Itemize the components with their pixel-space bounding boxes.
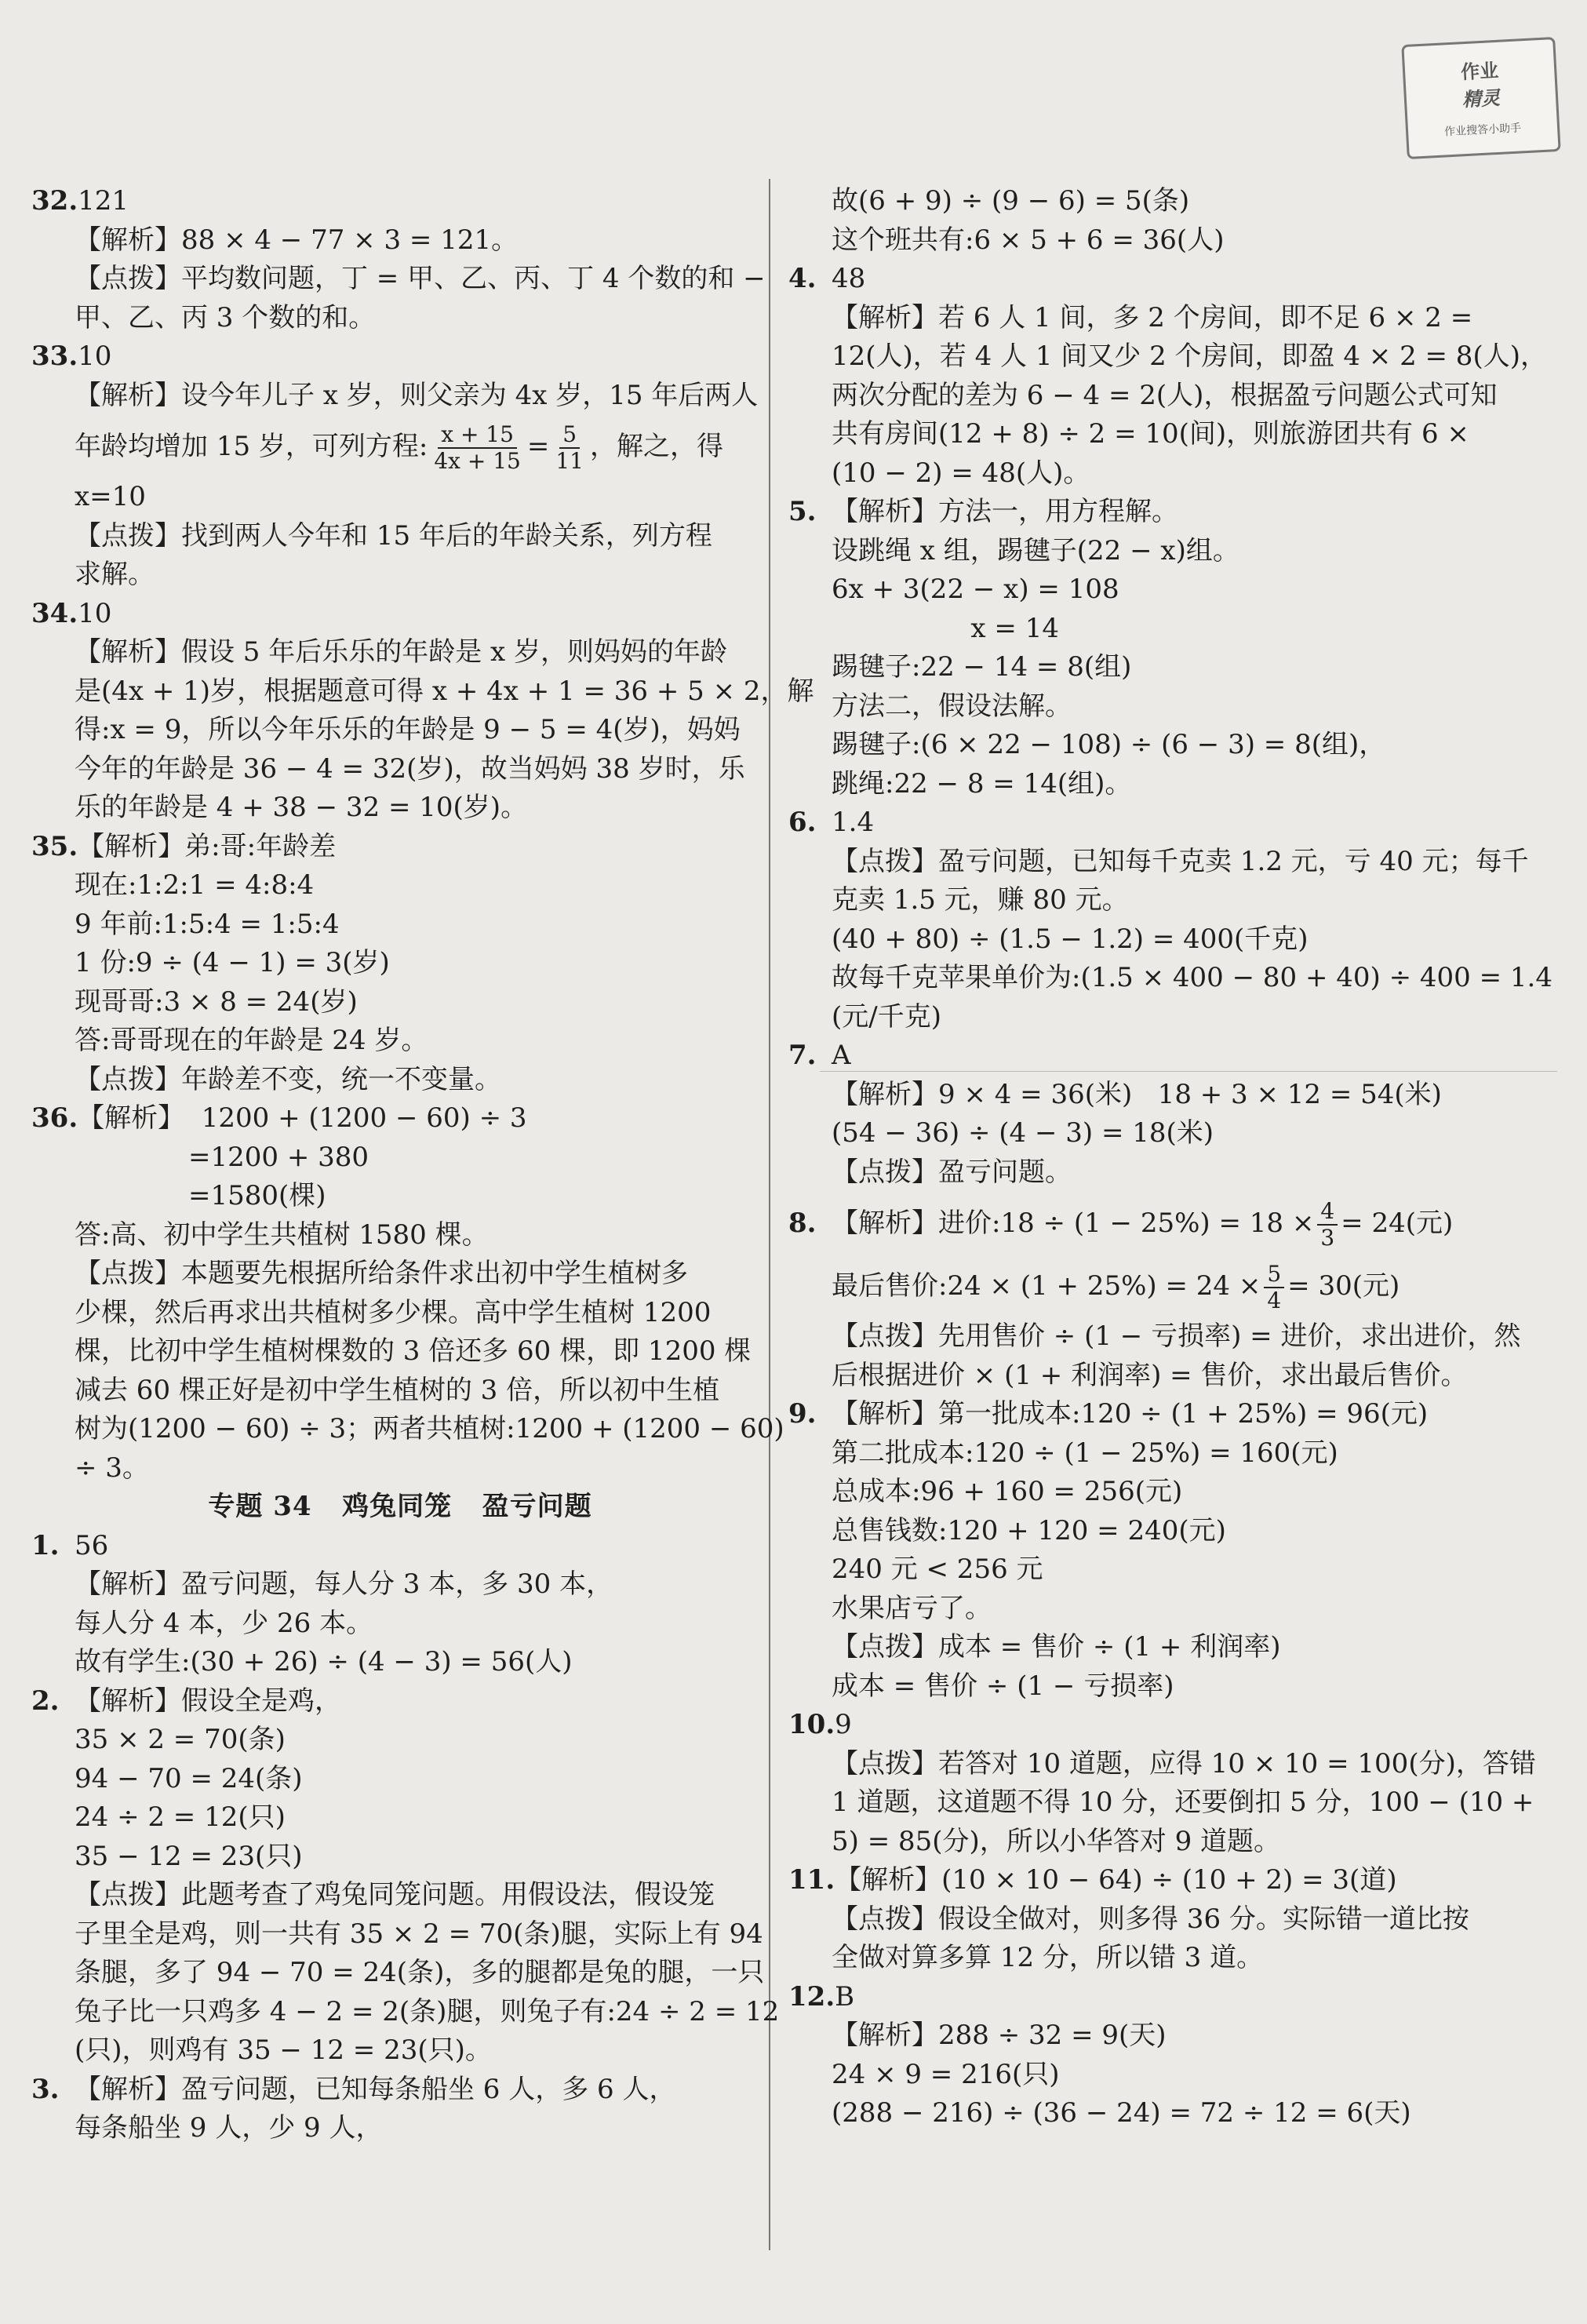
line-text: 10	[78, 597, 112, 629]
line-text: 现在:1:2:1 = 4:8:4	[75, 869, 315, 901]
text-line	[31, 182, 753, 221]
line-text: 兔子比一只鸡多 4 − 2 = 2(条)腿，则兔子有:24 ÷ 2 = 12	[75, 1995, 780, 2027]
fraction	[431, 422, 524, 474]
line-text: 子里全是鸡，则一共有 35 × 2 = 70(条)腿，实际上有 94	[75, 1918, 763, 1950]
text-line	[788, 1667, 1510, 1707]
question-number: 35.	[31, 830, 78, 862]
text-line	[31, 260, 766, 299]
line-text: 6x + 3(22 − x) = 108	[832, 574, 1119, 605]
line-text: 5) = 85(分)，所以小华答对 9 道题。	[832, 1825, 1281, 1857]
line-text: 1 道题，这道题不得 10 分，还要倒扣 5 分，100 − (10 +	[832, 1787, 1534, 1818]
line-text: 56	[75, 1529, 109, 1561]
line-text: 94 − 70 = 24(条)	[75, 1762, 303, 1794]
line-text: 24 ÷ 2 = 12(只)	[75, 1801, 286, 1833]
line-text: 踢毽子:(6 × 22 − 108) ÷ (6 − 3) = 8(组)，	[832, 729, 1386, 760]
text-line	[788, 1357, 1510, 1396]
text-line	[788, 1900, 1510, 1940]
line-text: 乐的年龄是 4 + 38 − 32 = 10(岁)。	[75, 792, 528, 823]
line-text: =1200 + 380	[188, 1141, 369, 1173]
line-text: 每人分 4 本，少 26 本。	[75, 1607, 373, 1639]
text-line	[31, 1061, 753, 1100]
text-line	[31, 299, 753, 338]
line-text: 【点拨】先用售价 ÷ (1 − 亏损率) = 进价，求出进价，然	[832, 1320, 1521, 1352]
text-line	[31, 1682, 753, 1721]
line-text: 减去 60 棵正好是初中学生植树的 3 倍，所以初中生植	[75, 1374, 720, 1406]
line-text: 少棵，然后再求出共植树多少棵。高中学生植树 1200	[75, 1296, 712, 1328]
text-line	[31, 711, 753, 750]
line-text: 树为(1200 − 60) ÷ 3；两者共植树:1200 + (1200 − 60)	[75, 1413, 784, 1444]
line-text: x=10	[75, 481, 146, 512]
text-line	[31, 1760, 753, 1799]
text-line	[788, 260, 1510, 299]
text-line	[31, 866, 753, 905]
text-line	[788, 1153, 1510, 1193]
line-text: 共有房间(12 + 8) ÷ 2 = 10(间)，则旅游团共有 6 ×	[832, 418, 1469, 450]
line-text: 121	[78, 185, 129, 217]
line-text: 9 年前:1:5:4 = 1:5:4	[75, 908, 340, 940]
text-line	[788, 881, 1510, 920]
line-text: 【点拨】若答对 10 道题，应得 10 × 10 = 100(分)，答错	[832, 1747, 1536, 1779]
numerator: 5	[559, 422, 580, 449]
text-line	[31, 750, 753, 789]
line-text: 【解析】88 × 4 − 77 × 3 = 121。	[75, 224, 519, 256]
denominator: 4x + 15	[434, 448, 521, 474]
text-line	[788, 1036, 1510, 1076]
line-text: 【解析】设今年儿子 x 岁，则父亲为 4x 岁，15 年后两人	[75, 379, 759, 411]
text-line	[31, 595, 753, 634]
line-text: 是(4x + 1)岁，根据题意可得 x + 4x + 1 = 36 + 5 × 2，解	[75, 675, 814, 707]
line-text: 棵，比初中学生植树棵数的 3 倍还多 60 棵，即 1200 棵	[75, 1335, 752, 1367]
text-line	[788, 1706, 1510, 1745]
text-line	[788, 998, 1510, 1037]
text-line	[31, 1838, 753, 1877]
question-number: 5.	[788, 496, 817, 527]
line-text: 【点拨】假设全做对，则多得 36 分。实际错一道比按	[832, 1903, 1469, 1935]
text-line	[31, 1643, 753, 1682]
question-number: 6.	[788, 807, 817, 838]
text-line	[788, 299, 1510, 338]
text-line	[31, 2031, 753, 2071]
text-line	[31, 789, 753, 828]
line-text: 【解析】假设 5 年后乐乐的年龄是 x 岁，则妈妈的年龄	[75, 636, 728, 668]
line-text: 240 元 < 256 元	[832, 1554, 1043, 1585]
text-line	[31, 1721, 753, 1760]
line-text: 【点拨】平均数问题，丁 = 甲、乙、丙、丁 4 个数的和 −	[75, 263, 766, 294]
text-line	[31, 1332, 753, 1371]
question-number: 32.	[31, 185, 78, 217]
text-line	[31, 1798, 753, 1838]
text-line	[31, 633, 753, 672]
line-text: 24 × 9 = 216(只)	[832, 2058, 1060, 2090]
text-line	[31, 1410, 784, 1449]
equation-line	[788, 1255, 1510, 1317]
text-line	[31, 1449, 753, 1488]
text-line	[788, 610, 1510, 649]
line-text: 9	[835, 1709, 852, 1740]
line-text: (只)，则鸡有 35 − 12 = 23(只)。	[75, 2034, 492, 2066]
line-text: (288 − 216) ÷ (36 − 24) = 72 ÷ 12 = 6(天)	[832, 2097, 1411, 2129]
line-text: 克卖 1.5 元，赚 80 元。	[832, 884, 1129, 916]
line-text: 【解析】第一批成本:120 ÷ (1 + 25%) = 96(元)	[832, 1398, 1429, 1430]
text-line	[31, 377, 759, 416]
line-text: 48	[832, 263, 866, 294]
line-text: A	[832, 1040, 851, 1071]
text-line	[788, 1512, 1510, 1551]
line-text: 第二批成本:120 ÷ (1 − 25%) = 160(元)	[832, 1437, 1338, 1469]
question-number: 10.	[788, 1709, 835, 1740]
fraction	[1317, 1199, 1338, 1251]
text-line	[788, 803, 1510, 843]
text-line	[31, 1022, 753, 1061]
text-line	[31, 1527, 753, 1566]
line-text: 甲、乙、丙 3 个数的和。	[75, 301, 376, 333]
text-line	[788, 182, 1510, 221]
line-text: 总售钱数:120 + 120 = 240(元)	[832, 1514, 1226, 1546]
text-line	[788, 1978, 1510, 2017]
line-text: 【解析】盈亏问题，已知每条船坐 6 人，多 6 人，	[75, 2073, 676, 2105]
text-line	[31, 905, 753, 945]
text-line	[31, 2109, 753, 2148]
text-line	[788, 377, 1510, 416]
text-line	[788, 648, 1510, 687]
question-number: 11.	[788, 1864, 835, 1896]
text-line	[788, 920, 1510, 960]
text-line	[788, 1590, 1510, 1629]
line-text: 水果店亏了。	[832, 1592, 992, 1624]
text-line	[788, 1783, 1534, 1823]
text-line	[31, 1255, 753, 1294]
text-line	[31, 828, 753, 867]
stamp-line-1: 作业	[1460, 58, 1499, 84]
denominator: 4	[1267, 1288, 1282, 1313]
line-text: 条腿，多了 94 − 70 = 24(条)，多的腿都是兔的腿，一只	[75, 1957, 765, 1988]
question-number: 8.	[788, 1208, 817, 1239]
line-text: (10 − 2) = 48(人)。	[832, 457, 1090, 489]
text-line	[31, 1993, 780, 2032]
fraction	[1264, 1262, 1284, 1313]
text-line	[31, 221, 753, 260]
line-text: 故每千克苹果单价为:(1.5 × 400 − 80 + 40) ÷ 400 = 1.4	[832, 962, 1552, 993]
text-line	[31, 1565, 753, 1605]
line-text: 【点拨】成本 = 售价 ÷ (1 + 利润率)	[832, 1631, 1281, 1663]
denominator: 11	[555, 448, 584, 474]
line-text: 35 − 12 = 23(只)	[75, 1840, 303, 1872]
stamp-line-2: 精灵	[1461, 86, 1501, 111]
text-line	[788, 843, 1529, 882]
line-text: ，解之，得	[589, 431, 723, 462]
text-line	[31, 944, 753, 983]
line-text: B	[835, 1980, 855, 2013]
equation-line	[788, 1192, 1510, 1255]
text-line	[31, 672, 814, 712]
text-line	[788, 2056, 1510, 2095]
line-text: (54 − 36) ÷ (4 − 3) = 18(米)	[832, 1117, 1214, 1149]
line-text: 最后售价:24 × (1 + 25%) = 24 ×	[832, 1270, 1261, 1302]
equals: =	[526, 431, 550, 462]
line-text: 【解析】弟:哥:年龄差	[78, 830, 337, 862]
line-text: 成本 = 售价 ÷ (1 − 亏损率)	[832, 1670, 1174, 1702]
line-text: 【解析】进价:18 ÷ (1 − 25%) = 18 ×	[832, 1208, 1315, 1239]
line-text: 【解析】288 ÷ 32 = 9(天)	[832, 2020, 1167, 2051]
line-text: = 24(元)	[1341, 1208, 1454, 1239]
line-text: 现哥哥:3 × 8 = 24(岁)	[75, 985, 358, 1018]
text-line	[31, 1138, 753, 1178]
line-text: 设跳绳 x 组，踢毽子(22 − x)组。	[832, 534, 1239, 566]
equation-line	[31, 415, 753, 478]
question-number: 34.	[31, 597, 78, 629]
line-text: = 30(元)	[1287, 1270, 1400, 1302]
line-text: =1580(棵)	[188, 1180, 326, 1211]
text-line	[31, 1954, 765, 1993]
line-text: 故(6 + 9) ÷ (9 − 6) = 5(条)	[832, 185, 1190, 217]
numerator: x + 15	[438, 422, 517, 449]
text-line	[31, 983, 753, 1022]
text-line	[31, 478, 753, 517]
line-text: 【解析】9 × 4 = 36(米) 18 + 3 × 12 = 54(米)	[832, 1078, 1442, 1110]
line-text: 【点拨】年龄差不变，统一不变量。	[75, 1063, 501, 1095]
line-text: 【点拨】此题考查了鸡兔同笼问题。用假设法，假设笼	[75, 1879, 715, 1911]
text-line	[788, 1317, 1521, 1357]
line-text: (40 + 80) ÷ (1.5 − 1.2) = 400(千克)	[832, 923, 1309, 955]
text-line	[31, 2071, 753, 2110]
section-heading	[31, 1488, 753, 1527]
text-line	[788, 2094, 1510, 2133]
question-number: 2.	[31, 1685, 60, 1717]
line-text: 【点拨】找到两人今年和 15 年后的年龄关系，列方程	[75, 519, 712, 552]
text-line	[788, 454, 1510, 494]
line-text: 这个班共有:6 × 5 + 6 = 36(人)	[832, 224, 1225, 256]
text-line	[788, 1861, 1510, 1900]
line-text: 今年的年龄是 36 − 4 = 32(岁)，故当妈妈 38 岁时，乐	[75, 752, 745, 785]
line-text: 【点拨】盈亏问题。	[832, 1156, 1072, 1188]
text-line	[31, 1605, 753, 1644]
line-text: 每条船坐 9 人，少 9 人，	[75, 2112, 383, 2144]
text-line	[788, 1823, 1510, 1862]
text-line	[788, 493, 1510, 532]
text-line	[788, 726, 1510, 765]
text-line	[788, 1473, 1510, 1512]
line-text: 跳绳:22 − 8 = 14(组)。	[832, 767, 1132, 800]
line-text: 得:x = 9，所以今年乐乐的年龄是 9 − 5 = 4(岁)，妈妈	[75, 714, 741, 745]
question-number: 1.	[31, 1529, 60, 1561]
line-text: 专题 34 鸡兔同笼 盈亏问题	[208, 1491, 592, 1522]
text-line	[31, 1371, 753, 1411]
denominator: 3	[1320, 1225, 1335, 1251]
text-line	[788, 1745, 1536, 1784]
numerator: 5	[1264, 1262, 1284, 1288]
line-text: 答:哥哥现在的年龄是 24 岁。	[75, 1025, 428, 1056]
text-line	[788, 765, 1510, 804]
line-text: 全做对算多算 12 分，所以错 3 道。	[832, 1942, 1264, 1973]
text-line	[31, 556, 753, 595]
line-text: 【解析】假设全是鸡，	[75, 1685, 341, 1717]
text-line	[31, 1294, 753, 1333]
text-line	[31, 1915, 763, 1954]
text-line	[788, 1628, 1510, 1667]
text-line	[788, 221, 1510, 260]
text-line	[788, 1939, 1510, 1978]
question-number: 7.	[788, 1040, 817, 1071]
right-column	[788, 182, 1552, 2133]
text-line	[788, 1395, 1510, 1434]
fraction	[552, 422, 587, 474]
question-number: 3.	[31, 2073, 60, 2105]
text-line	[788, 2016, 1510, 2056]
question-number: 12.	[788, 1980, 835, 2013]
line-text: 故有学生:(30 + 26) ÷ (4 − 3) = 56(人)	[75, 1646, 573, 1677]
line-text: 【解析】盈亏问题，每人分 3 本，多 30 本，	[75, 1568, 613, 1600]
line-text: (元/千克)	[832, 1000, 941, 1033]
text-line	[788, 687, 1510, 727]
line-text: 【解析】(10 × 10 − 64) ÷ (10 + 2) = 3(道)	[835, 1864, 1397, 1896]
text-line	[788, 1114, 1510, 1153]
line-text: 12(人)，若 4 人 1 间又少 2 个房间，即盈 4 × 2 = 8(人)，	[832, 341, 1547, 372]
line-text: 两次分配的差为 6 − 4 = 2(人)，根据盈亏问题公式可知	[832, 379, 1498, 411]
text-line	[788, 1076, 1510, 1115]
line-text: 年龄均增加 15 岁，可列方程:	[75, 431, 428, 462]
text-line	[788, 1434, 1510, 1473]
line-text: ÷ 3。	[75, 1452, 149, 1484]
line-text: 求解。	[75, 559, 155, 590]
text-line	[788, 415, 1510, 454]
text-line	[31, 1876, 753, 1915]
text-line	[788, 532, 1510, 571]
line-text: 1 份:9 ÷ (4 − 1) = 3(岁)	[75, 947, 390, 978]
line-text: 方法二，假设法解。	[832, 690, 1072, 722]
text-line	[788, 570, 1510, 610]
line-text: 【点拨】盈亏问题，已知每千克卖 1.2 元，亏 40 元；每千	[832, 845, 1529, 877]
line-text: 【解析】方法一，用方程解。	[832, 496, 1178, 527]
line-text: 10	[78, 341, 112, 372]
text-line	[788, 959, 1552, 998]
text-line	[31, 517, 753, 556]
text-line	[31, 1099, 753, 1138]
text-line	[31, 337, 753, 377]
line-text: 踢毽子:22 − 14 = 8(组)	[832, 651, 1132, 683]
line-text: 后根据进价 × (1 + 利润率) = 售价，求出最后售价。	[832, 1359, 1468, 1391]
stamp-line-3: 作业搜答小助手	[1443, 122, 1522, 139]
text-line	[31, 1216, 753, 1255]
numerator: 4	[1317, 1199, 1338, 1226]
line-text: 【解析】 1200 + (1200 − 60) ÷ 3	[78, 1102, 527, 1134]
line-text: 【点拨】本题要先根据所给条件求出初中学生植树多	[75, 1258, 688, 1289]
line-text: 1.4	[832, 807, 875, 838]
left-column	[31, 182, 814, 2148]
question-number: 33.	[31, 341, 78, 372]
text-line	[788, 337, 1547, 377]
line-text: 答:高、初中学生共植树 1580 棵。	[75, 1218, 489, 1251]
question-number: 4.	[788, 263, 817, 294]
line-text: x = 14	[945, 612, 1059, 644]
column-divider	[769, 179, 770, 2250]
question-number: 36.	[31, 1102, 78, 1134]
line-text: 35 × 2 = 70(条)	[75, 1724, 286, 1755]
line-text: 【解析】若 6 人 1 间，多 2 个房间，即不足 6 × 2 =	[832, 301, 1473, 333]
watermark-stamp	[1401, 37, 1560, 159]
question-number: 9.	[788, 1398, 817, 1430]
line-text: 总成本:96 + 160 = 256(元)	[832, 1476, 1183, 1507]
text-line	[31, 1177, 753, 1216]
text-line	[788, 1550, 1510, 1590]
